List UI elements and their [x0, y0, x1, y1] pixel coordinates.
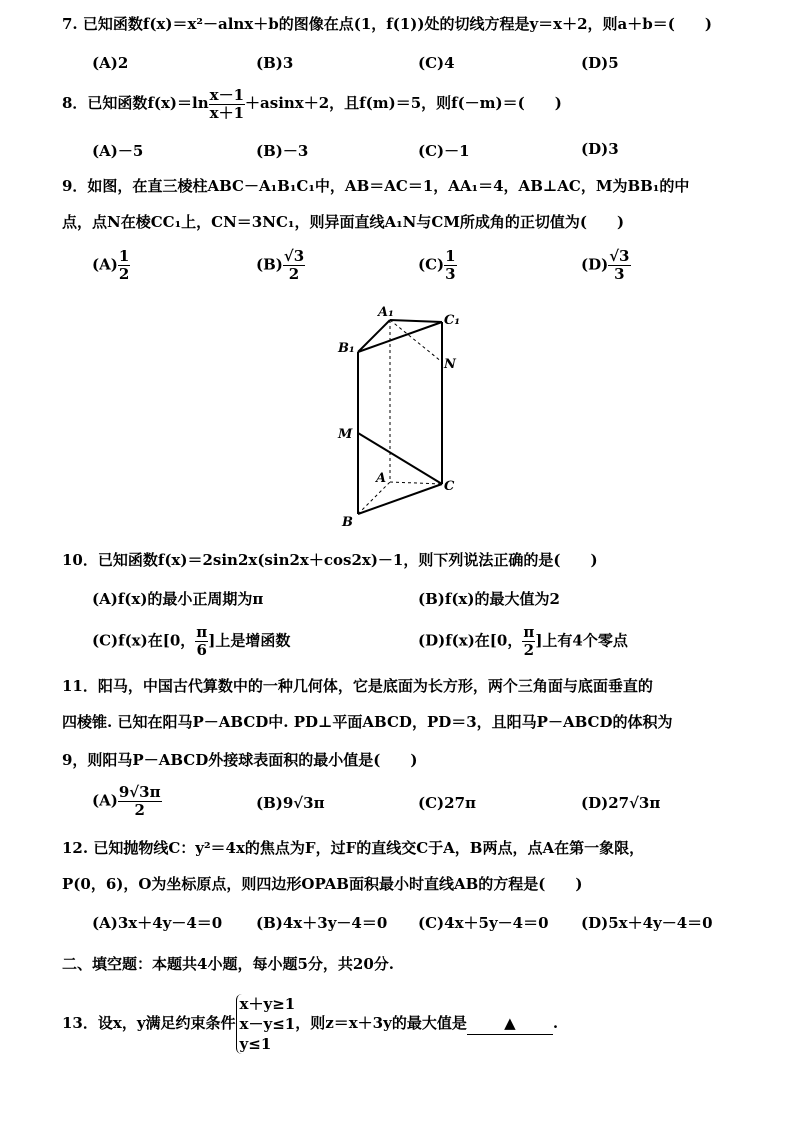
- q12-option-a: (A)3x＋4y－4＝0: [92, 914, 223, 932]
- q10-option-c-num: π: [196, 623, 208, 641]
- q7-option-c: (C)4: [418, 54, 455, 72]
- q11-options: [92, 784, 752, 824]
- q10-option-c-pre: (C)f(x)在[0，: [92, 631, 196, 650]
- q11-line-1: 11．阳马，中国古代算数中的一种几何体，它是底面为长方形，两个三角面与底面垂直的: [62, 677, 653, 695]
- q9-option-c-label: (C): [418, 255, 445, 274]
- segment-m-c: [358, 433, 442, 484]
- q9-option-c-frac: [444, 248, 456, 283]
- label-c: C: [444, 479, 455, 494]
- q11-option-b: (B)9√3π: [256, 794, 325, 812]
- q11-option-a-label: (A): [92, 791, 118, 810]
- q9-option-b-label: (B): [256, 255, 283, 274]
- q10-option-d-frac: [522, 624, 535, 659]
- q10-option-c: [92, 624, 290, 659]
- q9-option-d-label: (D): [581, 255, 609, 274]
- q9-option-a-frac: [118, 248, 130, 283]
- label-b: B: [342, 515, 353, 530]
- q10-option-c-frac: [195, 624, 208, 659]
- q8-fraction: [209, 87, 245, 122]
- q9-line-2: 点，点N在棱CC₁上，CN＝3NC₁，则异面直线A₁N与CM所成角的正切值为( ): [62, 213, 625, 231]
- q11-option-a: [92, 784, 162, 819]
- q12-options: [92, 912, 752, 940]
- q7-stem: 7. 已知函数f(x)＝x²－alnx＋b的图像在点(1，f(1))处的切线方程是y＝x＋2，则a＋b＝( ): [62, 15, 712, 33]
- edge-a-c-hidden: [390, 482, 442, 484]
- q9-option-b: [256, 248, 305, 283]
- label-b1: B₁: [338, 341, 355, 356]
- label-a: A: [376, 471, 387, 486]
- q9-option-d-frac: [608, 248, 630, 283]
- q7-option-d: (D)5: [581, 54, 619, 72]
- q9-option-d-den: 3: [614, 265, 625, 283]
- q9-option-a-den: 2: [118, 265, 130, 283]
- q11-option-a-frac: [118, 784, 162, 819]
- q7-option-a: (A)2: [92, 54, 129, 72]
- q10-option-d-num: π: [523, 623, 535, 641]
- q12-option-c: (C)4x＋5y－4＝0: [418, 914, 549, 932]
- q8-stem-post: ＋asinx＋2，且f(m)＝5，则f(－m)＝( ): [245, 94, 562, 112]
- q7-options: [92, 54, 752, 82]
- q13-stem-end: .: [552, 1014, 559, 1032]
- section-2-heading: 二、填空题：本题共4小题，每小题5分，共20分.: [62, 955, 394, 973]
- label-n: N: [444, 357, 456, 372]
- q11-option-a-num: 9√3π: [118, 783, 161, 801]
- q13-stem: [62, 994, 558, 1054]
- q10-option-c-post: ]上是增函数: [208, 631, 291, 650]
- q10-option-d-den: 2: [523, 641, 535, 659]
- q10-option-a: (A)f(x)的最小正周期为π: [92, 590, 264, 608]
- q13-stem-pre: 13．设x，y满足约束条件: [62, 1014, 236, 1032]
- q12-line-2: P(0，6)，O为坐标原点，则四边形OPAB面积最小时直线AB的方程是( ): [62, 875, 583, 893]
- q9-option-c-den: 3: [445, 265, 456, 283]
- q13-constraint-3: y≤1: [239, 1035, 272, 1053]
- q11-line-2: 四棱锥. 已知在阳马P－ABCD中. PD⊥平面ABCD，PD＝3，且阳马P－ABCD的体积为: [62, 713, 673, 731]
- q9-option-a: [92, 248, 130, 283]
- q13-stem-post: ，则z＝x＋3y的最大值是: [295, 1014, 467, 1032]
- q10-option-d: [418, 624, 628, 659]
- q11-option-d: (D)27√3π: [581, 794, 661, 812]
- q13-constraint-1: x＋y≥1: [239, 995, 296, 1013]
- q9-line-1: 9．如图，在直三棱柱ABC－A₁B₁C₁中，AB＝AC＝1，AA₁＝4，AB⊥AC，M为BB₁的中: [62, 177, 690, 195]
- q9-options: [92, 248, 752, 288]
- segment-a1-n-hidden: [390, 320, 442, 362]
- q8-frac-den: x＋1: [209, 103, 245, 122]
- q10-options-row-2: [92, 624, 752, 664]
- q13-constraint-system: [236, 994, 296, 1054]
- q13-answer-blank: ▲: [467, 1012, 553, 1035]
- q9-option-b-frac: [283, 248, 305, 283]
- q10-option-d-pre: (D)f(x)在[0，: [418, 631, 523, 650]
- q12-option-d: (D)5x＋4y－4＝0: [581, 914, 713, 932]
- prism-figure: [330, 300, 470, 532]
- q9-option-b-den: 2: [288, 265, 300, 283]
- q9-option-d: [581, 248, 631, 283]
- q10-option-c-den: 6: [196, 641, 207, 659]
- q10-option-d-post: ]上有4个零点: [535, 631, 628, 650]
- q11-line-3: 9，则阳马P－ABCD外接球表面积的最小值是( ): [62, 751, 418, 769]
- q8-frac-num: x－1: [209, 85, 245, 104]
- q12-line-1: 12. 已知抛物线C：y²＝4x的焦点为F，过F的直线交C于A，B两点，点A在第一象限，: [62, 839, 645, 857]
- q9-option-d-num: √3: [609, 247, 630, 265]
- q8-option-b: (B)－3: [256, 142, 309, 160]
- q11-option-c: (C)27π: [418, 794, 476, 812]
- label-c1: C₁: [444, 313, 461, 328]
- q8-option-c: (C)－1: [418, 142, 470, 160]
- q13-constraint-2: x－y≤1: [239, 1015, 296, 1033]
- q10-stem: 10．已知函数f(x)＝2sin2x(sin2x＋cos2x)－1，则下列说法正确的是( ): [62, 551, 598, 569]
- q10-options-row-1: [92, 588, 752, 616]
- edge-b1-c1: [358, 322, 442, 352]
- q10-option-b: (B)f(x)的最大值为2: [418, 590, 560, 608]
- q12-option-b: (B)4x＋3y－4＝0: [256, 914, 388, 932]
- q8-options: [92, 140, 752, 168]
- q9-option-a-label: (A): [92, 255, 118, 274]
- q8-option-a: (A)－5: [92, 142, 144, 160]
- q8-stem: [62, 85, 562, 122]
- q7-option-b: (B)3: [256, 54, 294, 72]
- q11-option-a-den: 2: [134, 801, 145, 819]
- q8-option-d: (D)3: [581, 140, 619, 158]
- q9-option-c: [418, 248, 457, 283]
- edge-a1-c1: [390, 320, 442, 322]
- q9-option-a-num: 1: [118, 247, 130, 265]
- q9-option-c-num: 1: [445, 247, 456, 265]
- q9-option-b-num: √3: [283, 247, 305, 265]
- edge-b-c: [358, 484, 442, 514]
- label-a1: A₁: [378, 305, 394, 320]
- label-m: M: [338, 427, 353, 442]
- q8-stem-pre: 8．已知函数f(x)＝ln: [62, 94, 209, 112]
